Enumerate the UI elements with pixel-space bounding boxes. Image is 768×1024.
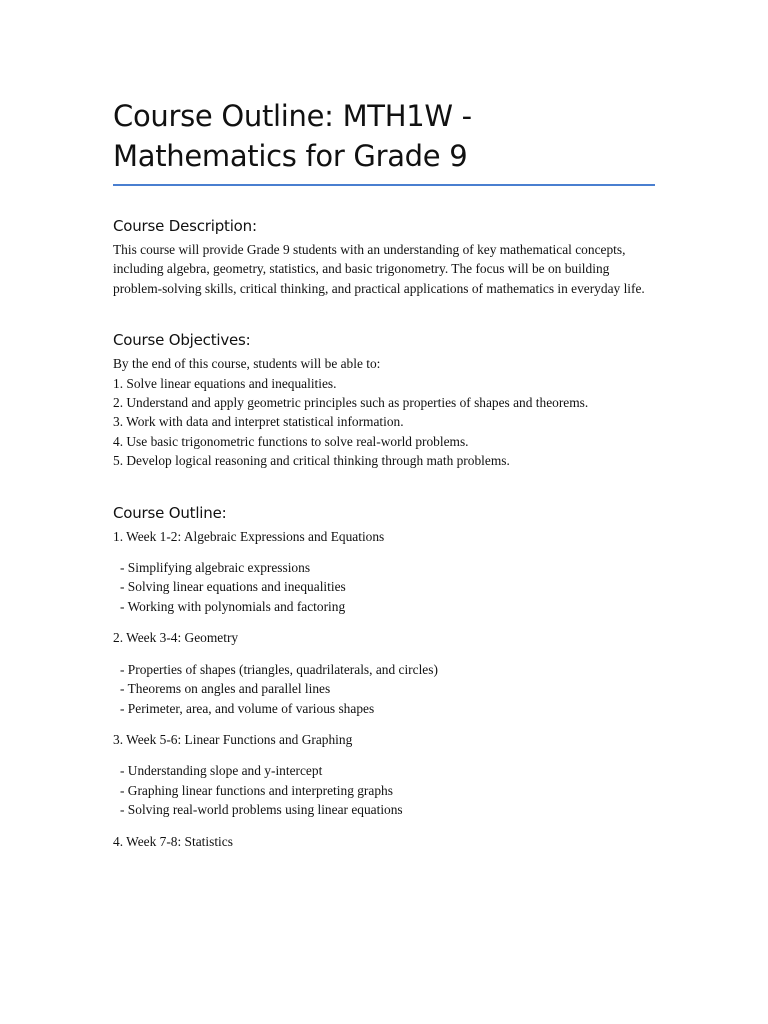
objective-item: 5. Develop logical reasoning and critical thinking through math problems. xyxy=(113,453,510,469)
outline-topic: - Solving real-world problems using linear equations xyxy=(120,802,403,818)
outline-topic: - Simplifying algebraic expressions xyxy=(120,560,311,576)
outline-topic-list xyxy=(113,761,655,819)
objective-item: 2. Understand and apply geometric principles such as properties of shapes and theorems. xyxy=(113,395,589,411)
objective-item: 1. Solve linear equations and inequalities. xyxy=(113,375,337,391)
course-objectives-heading: Course Objectives: xyxy=(113,331,251,350)
objectives-intro: By the end of this course, students will be able to: xyxy=(113,356,381,372)
outline-topic: - Understanding slope and y-intercept xyxy=(120,763,323,779)
course-outline-section xyxy=(113,503,655,851)
course-description-text: This course will provide Grade 9 students with an understanding of key mathematical concepts, including algebra, geometry, statistics, and basic trigonometry. The focus will be on building problem-solving skills, critical thinking, and practical applications of mathematics in everyday life. xyxy=(113,242,645,296)
outline-topic: - Solving linear equations and inequalities xyxy=(120,579,346,595)
outline-topic: - Graphing linear functions and interpreting graphs xyxy=(120,782,393,798)
course-description-section xyxy=(113,216,655,298)
objective-item: 3. Work with data and interpret statistical information. xyxy=(113,414,404,430)
objective-item: 4. Use basic trigonometric functions to solve real-world problems. xyxy=(113,433,469,449)
outline-week-title: 3. Week 5-6: Linear Functions and Graphing xyxy=(113,731,353,747)
outline-topic: - Working with polynomials and factoring xyxy=(120,598,346,614)
document-page xyxy=(113,96,655,851)
outline-topic-list xyxy=(113,558,655,616)
outline-topic: - Properties of shapes (triangles, quadrilaterals, and circles) xyxy=(120,661,438,677)
course-outline-heading: Course Outline: xyxy=(113,503,227,522)
outline-week-title: 2. Week 3-4: Geometry xyxy=(113,630,239,646)
course-description-heading: Course Description: xyxy=(113,217,257,235)
course-objectives-section xyxy=(113,330,655,470)
outline-week-title: 4. Week 7-8: Statistics xyxy=(113,833,233,849)
outline-list xyxy=(113,527,655,851)
objectives-list xyxy=(113,354,655,470)
outline-topic-list xyxy=(113,660,655,718)
outline-topic: - Perimeter, area, and volume of various shapes xyxy=(120,700,375,716)
page-title: Course Outline: MTH1W - Mathematics for Grade 9 xyxy=(113,99,472,173)
outline-week-title: 1. Week 1-2: Algebraic Expressions and Equations xyxy=(113,528,385,544)
outline-topic: - Theorems on angles and parallel lines xyxy=(120,681,331,697)
title-underline xyxy=(113,184,655,186)
